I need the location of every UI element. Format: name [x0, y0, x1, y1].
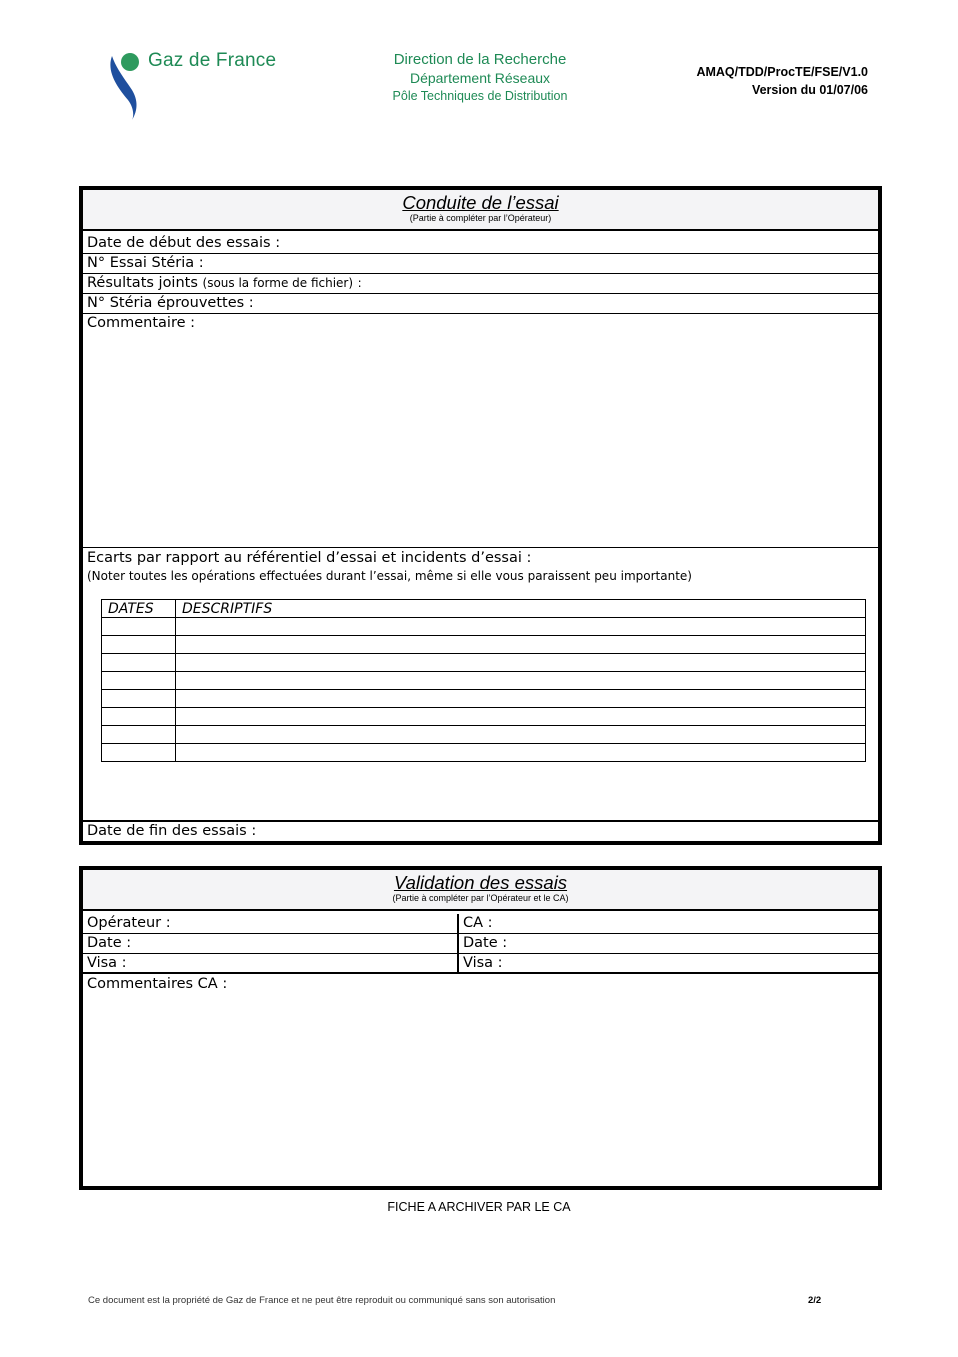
- descriptif-cell[interactable]: [176, 636, 866, 654]
- descriptif-cell[interactable]: [176, 672, 866, 690]
- footer-notice: Ce document est la propriété de Gaz de France et ne peut être reproduit ou communiqué sans son autorisation: [88, 1295, 556, 1306]
- descriptif-cell[interactable]: [176, 726, 866, 744]
- table-row: [102, 636, 866, 654]
- document-reference: [696, 63, 868, 99]
- resultats-field[interactable]: [83, 274, 878, 294]
- table-row: [102, 690, 866, 708]
- date-cell[interactable]: [102, 636, 176, 654]
- descriptif-cell[interactable]: [176, 708, 866, 726]
- essai-steria-field[interactable]: [83, 254, 878, 274]
- validation-title: Validation des essais: [393, 872, 568, 893]
- ecarts-note: (Noter toutes les opérations effectuées durant l’essai, même si elle vous paraissent peu importante): [87, 569, 692, 583]
- conduite-title-bar: [83, 190, 878, 231]
- archive-note: FICHE A ARCHIVER PAR LE CA: [387, 1200, 571, 1214]
- table-row: [102, 672, 866, 690]
- descriptif-cell[interactable]: [176, 618, 866, 636]
- table-row: [102, 654, 866, 672]
- dept-line-2: Département Réseaux: [409, 70, 551, 86]
- ecarts-label: Ecarts par rapport au référentiel d’essai et incidents d’essai :: [87, 550, 532, 566]
- date-cell[interactable]: [102, 744, 176, 762]
- descriptif-cell[interactable]: [176, 690, 866, 708]
- date-fin-field[interactable]: [83, 820, 878, 841]
- date-debut-field[interactable]: [83, 234, 878, 254]
- validation-title-bar: [83, 870, 878, 911]
- date-cell[interactable]: [102, 690, 176, 708]
- descriptif-cell[interactable]: [176, 744, 866, 762]
- validation-subtitle: (Partie à compléter par l’Opérateur et le CA): [392, 893, 569, 903]
- eprouvettes-label: N° Stéria éprouvettes :: [87, 295, 254, 311]
- date-cell[interactable]: [102, 654, 176, 672]
- ref-code: AMAQ/TDD/ProcTE/FSE/V1.0: [696, 65, 868, 79]
- page-number: 2/2: [808, 1295, 822, 1306]
- incidents-table: [101, 599, 866, 762]
- date-ca-label[interactable]: Date :: [463, 935, 508, 951]
- ca-label[interactable]: CA :: [463, 915, 493, 931]
- commentaires-ca-field[interactable]: [83, 975, 878, 1185]
- dates-header: DATES: [102, 600, 176, 618]
- table-header-row: [102, 600, 866, 618]
- dept-line-3: Pôle Techniques de Distribution: [392, 89, 568, 103]
- signature-grid: [83, 914, 878, 974]
- resultats-note: (sous la forme de fichier): [202, 276, 354, 290]
- operateur-label[interactable]: Opérateur :: [87, 915, 171, 931]
- department-block: [330, 51, 630, 105]
- table-row: [102, 744, 866, 762]
- validation-section: [79, 866, 882, 1190]
- date-operateur-label[interactable]: Date :: [87, 935, 132, 951]
- signature-row-2: [83, 934, 878, 954]
- commentaires-ca-label: Commentaires CA :: [87, 976, 228, 992]
- resultats-colon: :: [357, 276, 362, 290]
- dept-line-1: Direction de la Recherche: [393, 51, 567, 68]
- commentaire-label: Commentaire :: [87, 315, 196, 331]
- descriptifs-header: DESCRIPTIFS: [176, 600, 866, 618]
- commentaire-field[interactable]: [83, 314, 878, 548]
- date-cell[interactable]: [102, 672, 176, 690]
- date-cell[interactable]: [102, 708, 176, 726]
- table-row: [102, 726, 866, 744]
- table-row: [102, 708, 866, 726]
- table-row: [102, 618, 866, 636]
- version-date: Version du 01/07/06: [751, 83, 868, 97]
- date-cell[interactable]: [102, 618, 176, 636]
- conduite-section: [79, 186, 882, 845]
- essai-steria-label: N° Essai Stéria :: [87, 255, 204, 271]
- conduite-title: Conduite de l’essai: [402, 192, 559, 213]
- visa-operateur-label[interactable]: Visa :: [87, 955, 127, 971]
- logo-text: Gaz de France: [148, 50, 277, 71]
- resultats-label: Résultats joints: [87, 275, 198, 291]
- conduite-subtitle: (Partie à compléter par l’Opérateur): [409, 213, 552, 223]
- date-cell[interactable]: [102, 726, 176, 744]
- signature-row-1: [83, 914, 878, 934]
- date-debut-label: Date de début des essais :: [87, 235, 281, 251]
- eprouvettes-field[interactable]: [83, 294, 878, 314]
- visa-ca-label[interactable]: Visa :: [463, 955, 503, 971]
- descriptif-cell[interactable]: [176, 654, 866, 672]
- signature-row-3: [83, 954, 878, 974]
- date-fin-label: Date de fin des essais :: [87, 823, 257, 839]
